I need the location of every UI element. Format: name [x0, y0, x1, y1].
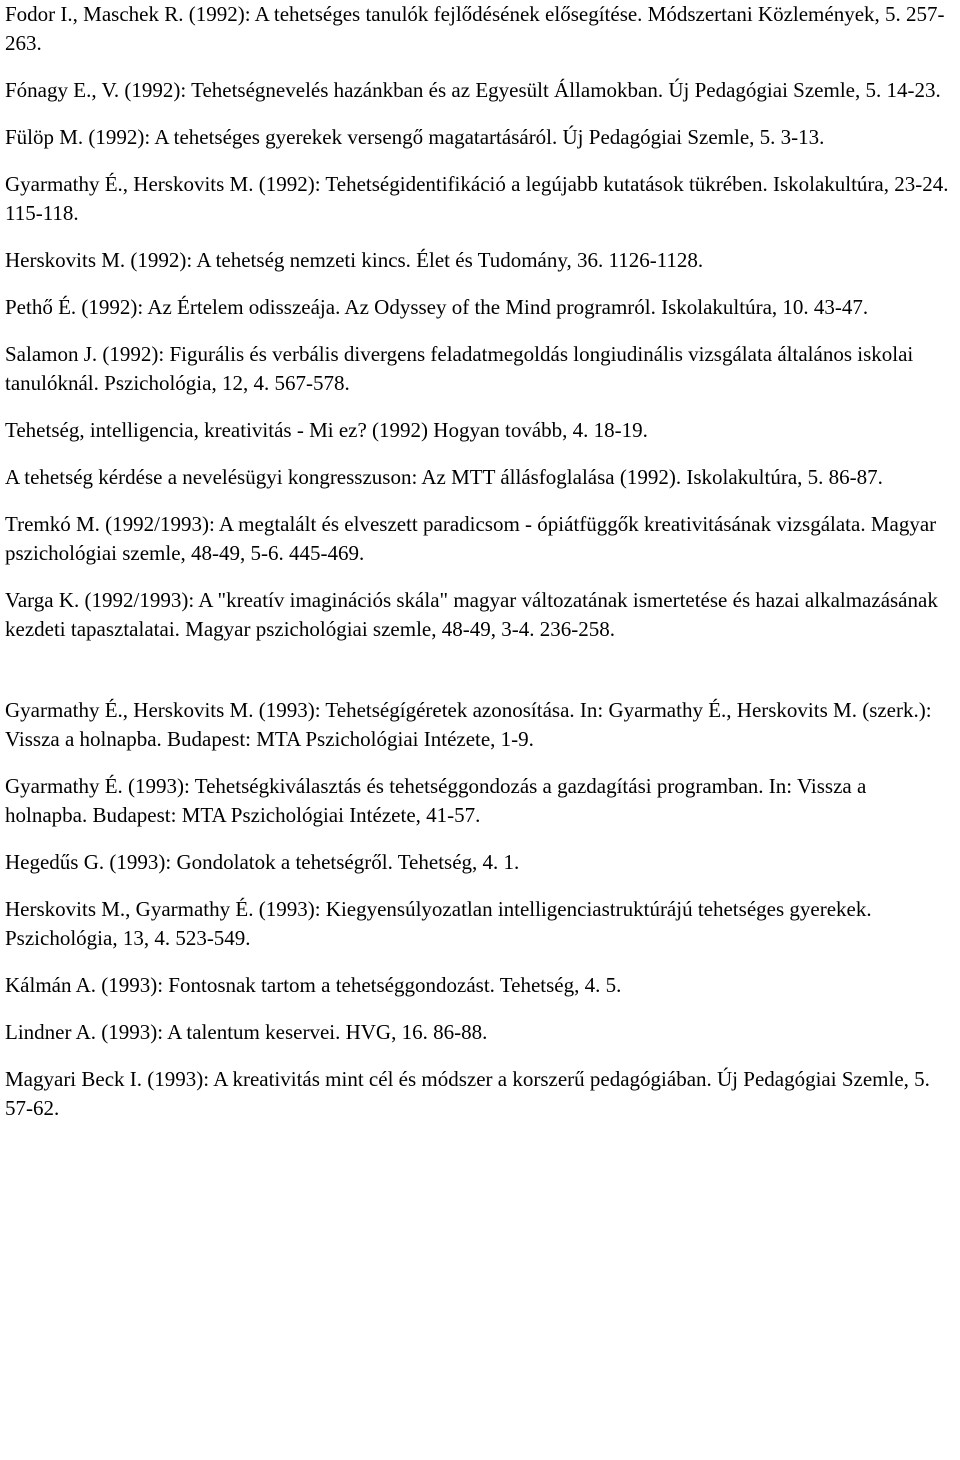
- reference-entry: Magyari Beck I. (1993): A kreativitás mint cél és módszer a korszerű pedagógiában. Új Pedagógiai Szemle, 5. 57-62.: [5, 1067, 930, 1120]
- reference-entry: Hegedűs G. (1993): Gondolatok a tehetségről. Tehetség, 4. 1.: [5, 850, 520, 874]
- reference-entry: Fónagy E., V. (1992): Tehetségnevelés hazánkban és az Egyesült Államokban. Új Pedagógiai Szemle, 5. 14-23.: [5, 78, 941, 102]
- reference-entry: Tehetség, intelligencia, kreativitás - Mi ez? (1992) Hogyan tovább, 4. 18-19.: [5, 418, 648, 442]
- reference-entry: Fülöp M. (1992): A tehetséges gyerekek versengő magatartásáról. Új Pedagógiai Szemle, 5. 3-13.: [5, 125, 825, 149]
- reference-entry: Herskovits M., Gyarmathy É. (1993): Kiegyensúlyozatlan intelligenciastruktúrájú tehetséges gyerekek. Pszichológia, 13, 4. 523-549.: [5, 897, 872, 950]
- reference-entry: Gyarmathy É., Herskovits M. (1992): Tehetségidentifikáció a legújabb kutatások tükrében. Iskolakultúra, 23-24. 115-118.: [5, 172, 949, 225]
- reference-entry: Tremkó M. (1992/1993): A megtalált és elveszett paradicsom - ópiátfüggők kreativitásának vizsgálata. Magyar pszichológiai szemle, 48-49, 5-6. 445-469.: [5, 512, 937, 565]
- reference-entry: A tehetség kérdése a nevelésügyi kongresszuson: Az MTT állásfoglalása (1992). Iskolakultúra, 5. 86-87.: [5, 465, 883, 489]
- reference-entry: Herskovits M. (1992): A tehetség nemzeti kincs. Élet és Tudomány, 36. 1126-1128.: [5, 248, 704, 272]
- reference-entry: Gyarmathy É. (1993): Tehetségkiválasztás és tehetséggondozás a gazdagítási programban. In: Vissza a holnapba. Budapest: MTA Pszichológiai Intézete, 41-57.: [5, 774, 867, 827]
- reference-entry: Lindner A. (1993): A talentum keservei. HVG, 16. 86-88.: [5, 1020, 488, 1044]
- reference-entry: Varga K. (1992/1993): A "kreatív imaginációs skála" magyar változatának ismertetése és hazai alkalmazásának kezdeti tapasztalatai. Magyar pszichológiai szemle, 48-49, 3-4. 236-258.: [5, 588, 938, 641]
- reference-entry: Kálmán A. (1993): Fontosnak tartom a tehetséggondozást. Tehetség, 4. 5.: [5, 973, 622, 997]
- reference-list: [5, 0, 950, 1141]
- reference-entry: Gyarmathy É., Herskovits M. (1993): Tehetségígéretek azonosítása. In: Gyarmathy É., Herskovits M. (szerk.): Vissza a holnapba. Budapest: MTA Pszichológiai Intézete, 1-9.: [5, 698, 932, 751]
- reference-entry: Pethő É. (1992): Az Értelem odisszeája. Az Odyssey of the Mind programról. Iskolakultúra, 10. 43-47.: [5, 295, 869, 319]
- reference-entry: Fodor I., Maschek R. (1992): A tehetséges tanulók fejlődésének elősegítése. Módszertani Közlemények, 5. 257-263.: [5, 2, 945, 55]
- reference-entry: Salamon J. (1992): Figurális és verbális divergens feladatmegoldás longiudinális vizsgálata általános iskolai tanulóknál. Pszichológia, 12, 4. 567-578.: [5, 342, 914, 395]
